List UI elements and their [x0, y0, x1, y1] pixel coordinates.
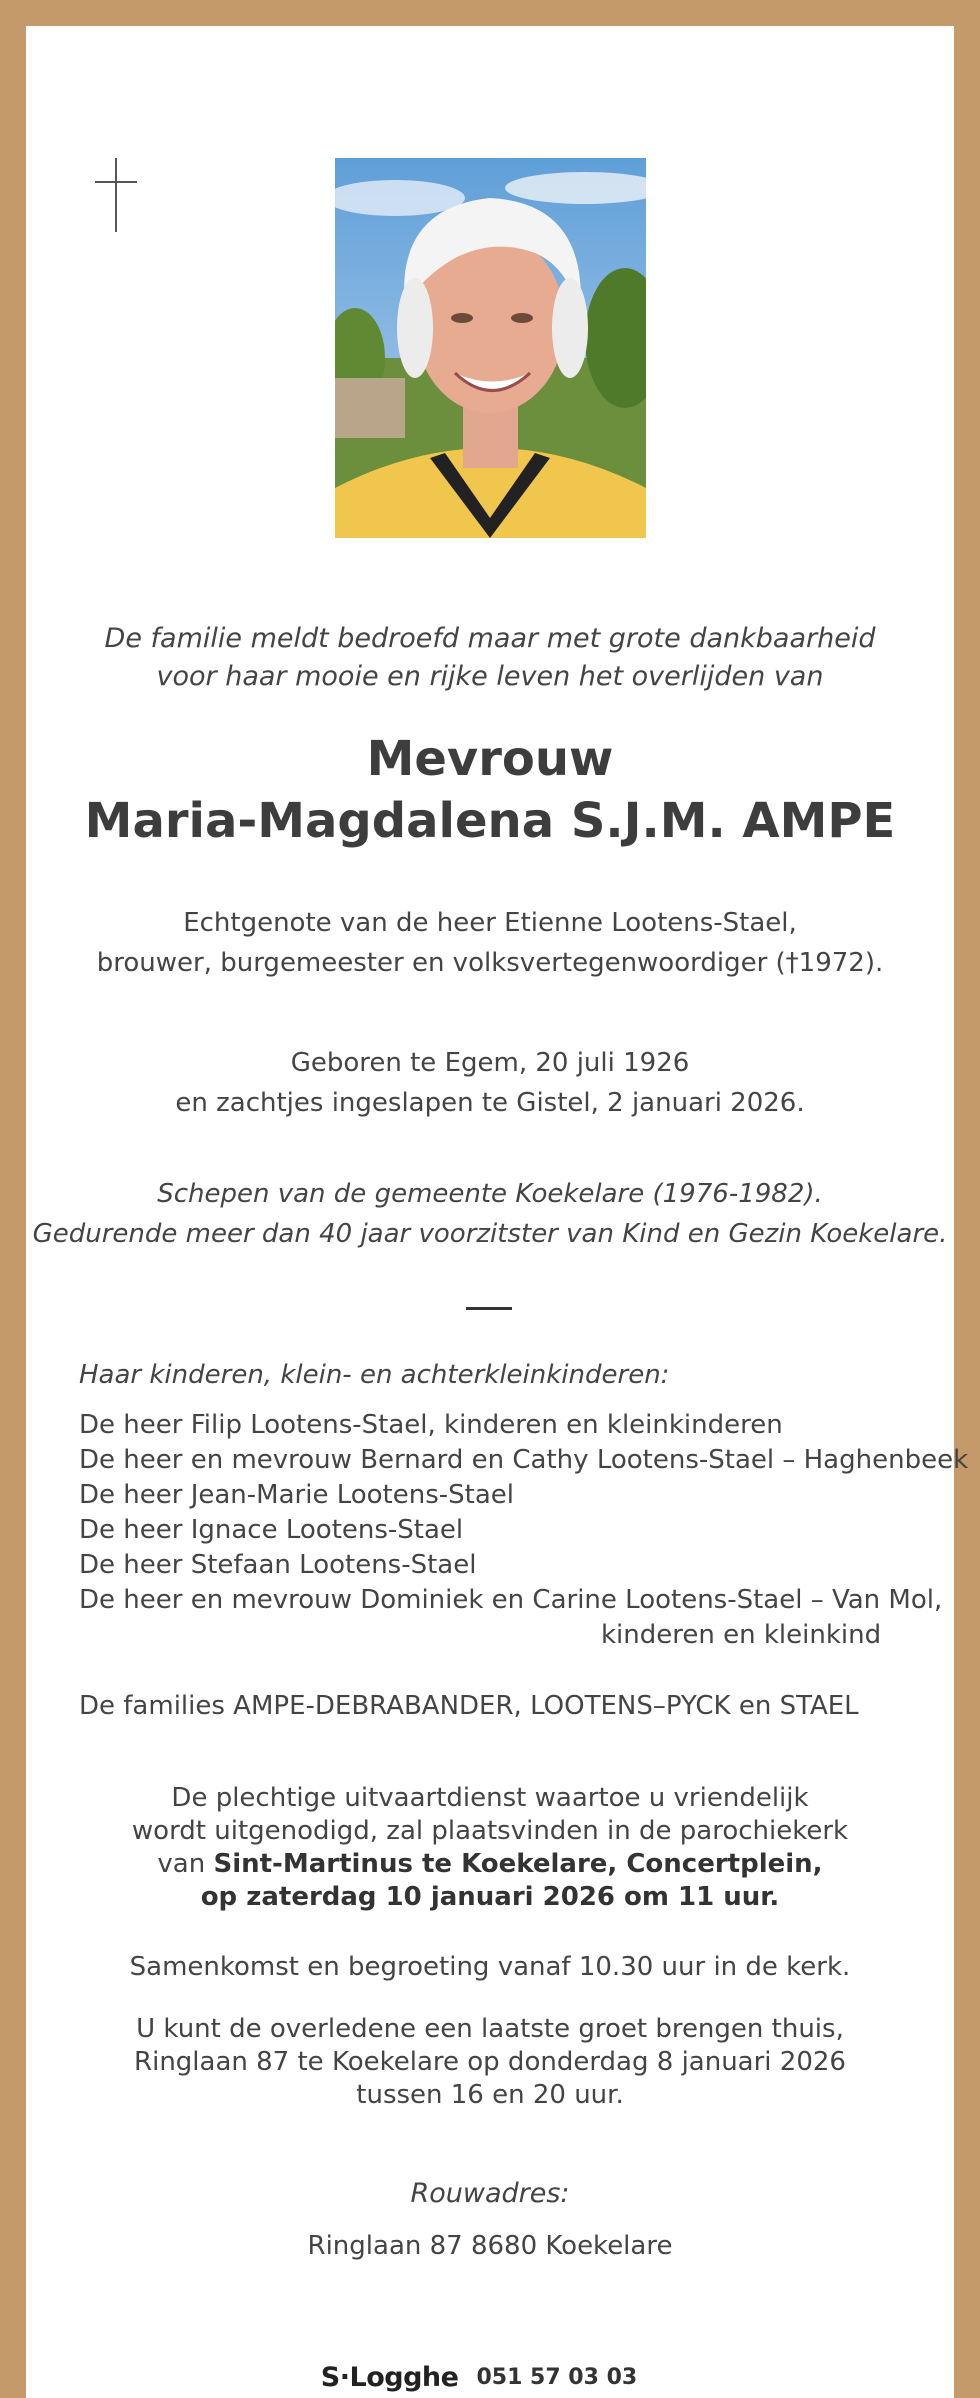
- funeral-home-logo: S·Logghe: [320, 2361, 459, 2393]
- service-prefix: van: [157, 1849, 214, 1879]
- roles-text: [26, 1174, 954, 1254]
- list-item: De heer Ignace Lootens-Stael: [79, 1515, 464, 1545]
- visit-text: [26, 2013, 954, 2112]
- intro-text: [26, 620, 954, 696]
- list-item: De heer en mevrouw Dominiek en Carine Lootens-Stael – Van Mol,: [79, 1585, 943, 1615]
- cross-icon: [95, 158, 137, 232]
- footer-banner: [304, 2356, 654, 2398]
- portrait-photo: [335, 158, 646, 538]
- intro-line: voor haar mooie en rijke leven het overlijden van: [156, 661, 824, 692]
- spouse-text: [26, 903, 954, 983]
- service-line: De plechtige uitvaartdienst waartoe u vriendelijk: [171, 1783, 809, 1813]
- service-line: [26, 1881, 954, 1914]
- address-label: Rouwadres:: [410, 2178, 570, 2209]
- visit-line: U kunt de overledene een laatste groet brengen thuis,: [136, 2014, 844, 2044]
- kids-heading: Haar kinderen, klein- en achterkleinkinderen:: [79, 1360, 670, 1390]
- list-item: De heer en mevrouw Bernard en Cathy Lootens-Stael – Haghenbeek: [79, 1445, 969, 1475]
- service-line: [26, 1848, 954, 1881]
- visit-line: Ringlaan 87 te Koekelare op donderdag 8 januari 2026: [134, 2047, 846, 2077]
- visit-line: tussen 16 en 20 uur.: [356, 2080, 624, 2110]
- birth-death-text: [26, 1043, 954, 1123]
- phone-number[interactable]: 051 57 03 03: [476, 2364, 638, 2390]
- service-location: Sint-Martinus te Koekelare, Concertplein,: [213, 1849, 823, 1879]
- address-text: Ringlaan 87 8680 Koekelare: [307, 2231, 673, 2261]
- service-text: [26, 1782, 954, 1914]
- role-line: Gedurende meer dan 40 jaar voorzitster van Kind en Gezin Koekelare.: [32, 1219, 948, 1249]
- list-item: De heer Jean-Marie Lootens-Stael: [79, 1480, 514, 1510]
- service-line: wordt uitgenodigd, zal plaatsvinden in de parochiekerk: [131, 1816, 849, 1846]
- intro-line: De familie meldt bedroefd maar met grote dankbaarheid: [104, 623, 876, 654]
- spouse-line: Echtgenote van de heer Etienne Lootens-Stael,: [183, 908, 797, 938]
- role-line: Schepen van de gemeente Koekelare (1976-1982).: [157, 1179, 823, 1209]
- deceased-name: [26, 728, 954, 852]
- spouse-line: brouwer, burgemeester en volksvertegenwoordiger (†1972).: [96, 948, 884, 978]
- meeting-text: Samenkomst en begroeting vanaf 10.30 uur in de kerk.: [129, 1952, 851, 1982]
- list-item-trailer: kinderen en kleinkind: [601, 1620, 882, 1650]
- service-datetime: op zaterdag 10 januari 2026 om 11 uur.: [200, 1882, 780, 1912]
- birth-line: Geboren te Egem, 20 juli 1926: [290, 1048, 690, 1078]
- kids-list: [79, 1408, 969, 1653]
- name-title: Mevrouw: [366, 731, 614, 787]
- families-text: De families AMPE-DEBRABANDER, LOOTENS–PYCK en STAEL: [79, 1691, 859, 1721]
- list-item: De heer Stefaan Lootens-Stael: [79, 1550, 477, 1580]
- name-full: Maria-Magdalena S.J.M. AMPE: [84, 793, 896, 849]
- list-item: De heer Filip Lootens-Stael, kinderen en kleinkinderen: [79, 1410, 783, 1440]
- death-line: en zachtjes ingeslapen te Gistel, 2 januari 2026.: [175, 1088, 805, 1118]
- divider: [466, 1307, 512, 1310]
